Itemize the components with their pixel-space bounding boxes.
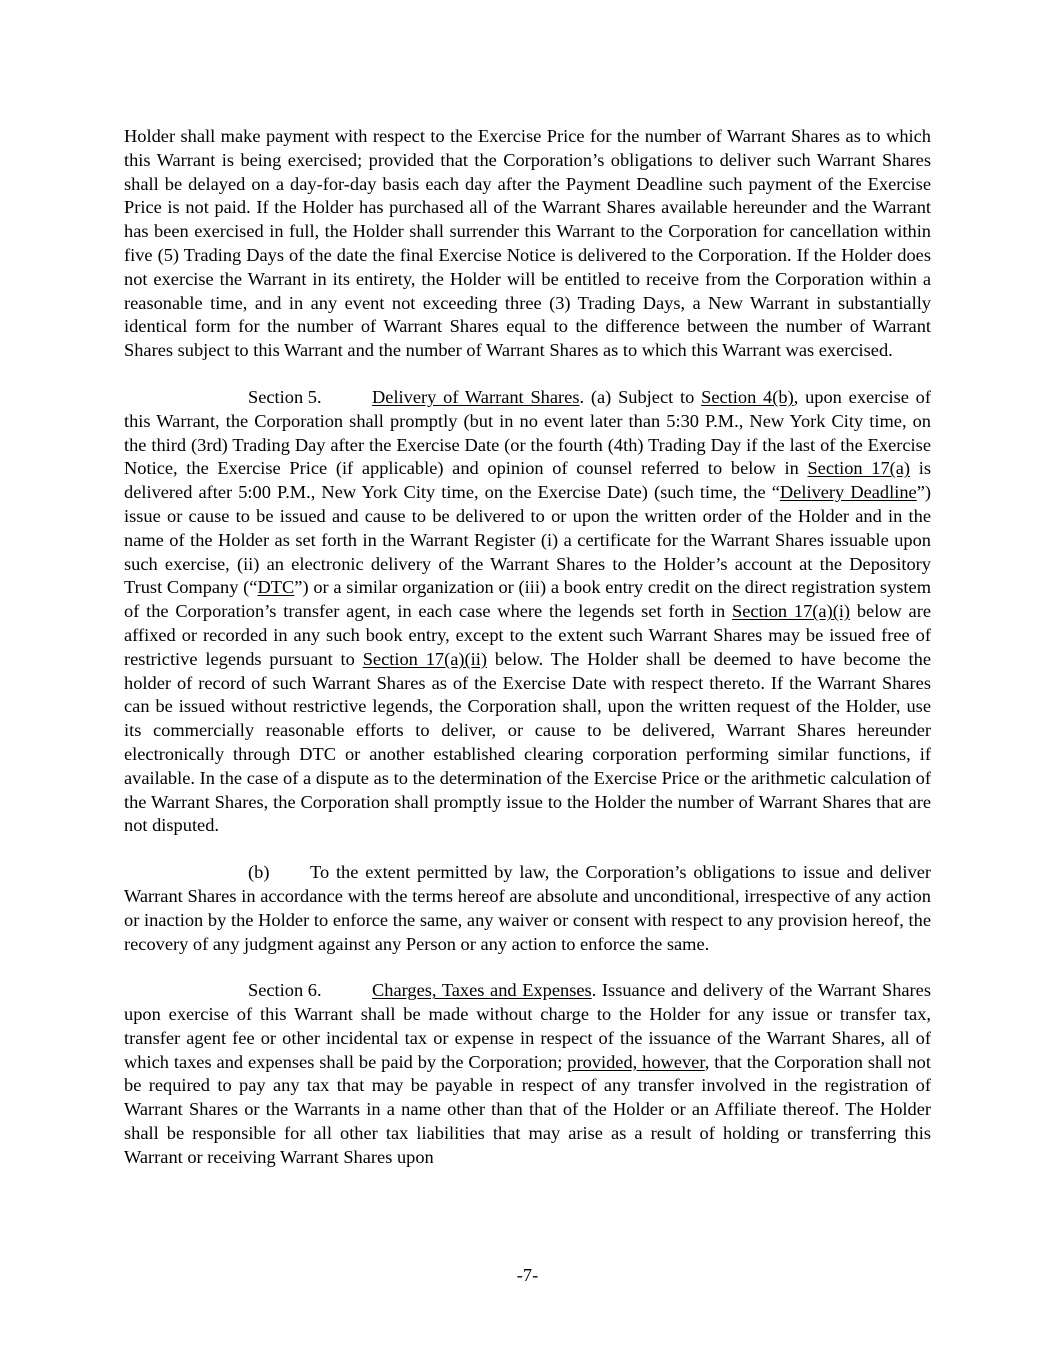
section-5-number: Section 5. (248, 386, 322, 407)
section-6-paragraph (124, 979, 931, 1169)
section-6-number: Section 6. (248, 980, 322, 1001)
section-6-text-2: , that the Corporation shall not be required to pay any tax that may be payable in respect of any transfer involved in the registration of Warrant Shares or the Warrants in a name other than that of the Holder or an Affiliate thereof. The Holder shall be responsible for all other tax liabilities that may arise as a result of holding or transferring this Warrant or receiving Warrant Shares upon (124, 1051, 931, 1167)
paragraph-exercise-payment (124, 125, 931, 363)
section-5-text-2: , upon exercise of this Warrant, the Corporation shall promptly (but in no event later than 5:30 P.M., New York City time, on the third (3rd) Trading Day after the Exercise Date (or the fourth (4th) Trading Day if the last of the Exercise Notice, the Exercise Price (if applicable) and opinion of counsel referred to below in (124, 386, 931, 479)
section-5b-label: (b) (248, 862, 270, 883)
page-number: -7- (516, 1265, 539, 1285)
section-17ai-reference: Section 17(a)(i) (731, 601, 851, 622)
section-6-title: Charges, Taxes and Expenses (372, 980, 592, 1001)
section-5-text-6: below are affixed or recorded in any such book entry, except to the extent such Warrant Shares may be issued free of restrictive legends pursuant to (124, 601, 931, 669)
document-page (124, 125, 931, 1193)
section-6-text-1: . Issuance and delivery of the Warrant Shares upon exercise of this Warrant shall be made without charge to the Holder for any issue or transfer tax, transfer agent fee or other incidental tax or expense in respect of the issuance of the Warrant Shares, all of which taxes and expenses shall be paid by the Corporation; (124, 980, 931, 1072)
section-5-text-3: is delivered after 5:00 P.M., New York City time, on the Exercise Date) (such time, the “ (124, 458, 931, 503)
section-5-paragraph (124, 386, 931, 838)
section-4b-reference: Section 4(b) (701, 386, 794, 407)
section-5b-text: To the extent permitted by law, the Corporation’s obligations to issue and deliver Warrant Shares in accordance with the terms hereof are absolute and unconditional, irrespective of any action or inaction by the Holder to enforce the same, any waiver or consent with respect to any provision hereof, the recovery of any judgment against any Person or any action to enforce the same. (124, 862, 931, 954)
section-5-text-4: ”) issue or cause to be issued and cause to be delivered to or upon the written order of the Holder and in the name of the Holder as set forth in the Warrant Register (i) a certificate for the Warrant Shares issuable upon such exercise, (ii) an electronic delivery of the Warrant Shares to the Holder’s account at the Depository Trust Company (“ (124, 482, 931, 598)
provided-however-term: provided, however (567, 1051, 705, 1072)
section-17a-reference: Section 17(a) (807, 458, 911, 479)
dtc-term: DTC (257, 577, 295, 598)
section-5-text-5: ”) or a similar organization or (iii) a book entry credit on the direct registration system of the Corporation’s transfer agent, in each case where the legends set forth in (124, 577, 932, 622)
section-17aii-reference: Section 17(a)(ii) (362, 648, 487, 669)
section-5-text-7: below. The Holder shall be deemed to have become the holder of record of such Warrant Shares as of the Exercise Date with respect thereto. If the Warrant Shares can be issued without restrictive legends, the Corporation shall, upon the written request of the Holder, use its commercially reasonable efforts to deliver, or cause to be delivered, Warrant Shares hereunder electronically through DTC or another established clearing corporation performing similar functions, if available. In the case of a dispute as to the determination of the Exercise Price or the arithmetic calculation of the Warrant Shares, the Corporation shall promptly issue to the Holder the number of Warrant Shares that are not disputed. (124, 648, 931, 836)
section-5b-paragraph (124, 861, 931, 956)
section-5-text-1: . (a) Subject to (579, 386, 702, 407)
section-5-title: Delivery of Warrant Shares (372, 386, 580, 407)
delivery-deadline-term: Delivery Deadline (779, 482, 917, 503)
paragraph-text: Holder shall make payment with respect to the Exercise Price for the number of Warrant Shares as to which this Warrant is being exercised; provided that the Corporation’s obligations to deliver such Warrant Shares shall be delayed on a day-for-day basis each day after the Payment Deadline such payment of the Exercise Price is not paid. If the Holder has purchased all of the Warrant Shares available hereunder and the Warrant has been exercised in full, the Holder shall surrender this Warrant to the Corporation for cancellation within five (5) Trading Days of the date the final Exercise Notice is delivered to the Corporation. If the Holder does not exercise the Warrant in its entirety, the Holder will be entitled to receive from the Corporation within a reasonable time, and in any event not exceeding three (3) Trading Days, a New Warrant in substantially identical form for the number of Warrant Shares equal to the difference between the number of Warrant Shares subject to this Warrant and the number of Warrant Shares as to which this Warrant was exercised. (124, 126, 931, 361)
